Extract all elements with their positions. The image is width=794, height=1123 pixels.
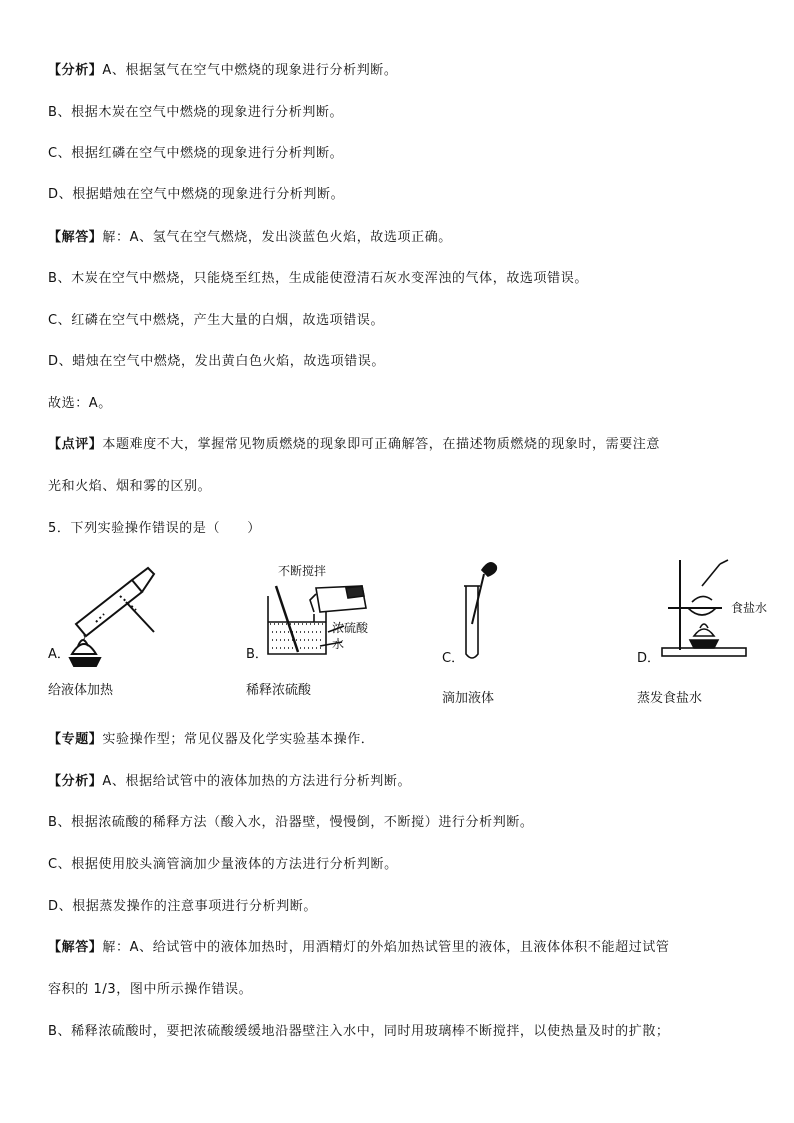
answer2-paragraph <box>48 939 670 957</box>
answer2-tag: 【解答】 <box>48 940 103 955</box>
answer-text: 解：A、氢气在空气燃烧，发出淡蓝色火焰，故选项正确。 <box>102 230 452 245</box>
analysis-paragraph <box>48 62 398 80</box>
option-a-letter[interactable]: A． <box>48 647 70 662</box>
comment-tag: 【点评】 <box>48 437 103 452</box>
answer2-b: B、稀释浓硫酸时，要把浓硫酸缓缓地沿器壁注入水中，同时用玻璃棒不断搅拌，以使热量及时的扩散； <box>48 1024 670 1039</box>
option-a-caption: 给液体加热 <box>48 683 114 698</box>
answer-c: C、红磷在空气中燃烧，产生大量的白烟，故选项错误。 <box>48 313 385 328</box>
comment-paragraph <box>48 436 660 454</box>
answer2-continued: 容积的 1/3，图中所示操作错误。 <box>48 982 253 997</box>
topic-paragraph <box>48 731 374 749</box>
analysis2-tag: 【分析】 <box>48 774 103 789</box>
label-water: 水 <box>332 637 345 651</box>
answer-paragraph <box>48 229 452 247</box>
figure-a-heating-liquid <box>62 562 160 670</box>
analysis-b: B、根据木炭在空气中燃烧的现象进行分析判断。 <box>48 105 344 120</box>
answer-choice: 故选：A。 <box>48 396 112 411</box>
analysis-text: A、根据氢气在空气中燃烧的现象进行分析判断。 <box>102 63 398 78</box>
answer-tag: 【解答】 <box>48 230 103 245</box>
question-5: 5．下列实验操作错误的是（ ） <box>48 521 261 536</box>
option-d-caption: 蒸发食盐水 <box>637 691 703 706</box>
analysis2-d: D、根据蒸发操作的注意事项进行分析判断。 <box>48 899 318 914</box>
topic-text: 实验操作型；常见仪器及化学实验基本操作． <box>102 732 375 747</box>
comment-text: 本题难度不大，掌握常见物质燃烧的现象即可正确解答，在描述物质燃烧的现象时，需要注意 <box>102 437 661 452</box>
analysis2-text: A、根据给试管中的液体加热的方法进行分析判断。 <box>102 774 412 789</box>
analysis-tag: 【分析】 <box>48 63 103 78</box>
analysis2-paragraph <box>48 773 411 791</box>
analysis-d: D、根据蜡烛在空气中燃烧的现象进行分析判断。 <box>48 187 345 202</box>
topic-tag: 【专题】 <box>48 732 103 747</box>
option-d-letter[interactable]: D． <box>637 651 661 666</box>
label-concentrated-acid: 浓硫酸 <box>332 621 369 635</box>
comment-continued: 光和火焰、烟和雾的区别。 <box>48 479 212 494</box>
option-c-caption: 滴加液体 <box>442 691 495 706</box>
option-c-letter[interactable]: C． <box>442 651 465 666</box>
option-b-caption: 稀释浓硫酸 <box>246 683 312 698</box>
answer-d: D、蜡烛在空气中燃烧，发出黄白色火焰，故选项错误。 <box>48 354 386 369</box>
option-b-letter[interactable]: B． <box>246 647 268 662</box>
analysis2-b: B、根据浓硫酸的稀释方法（酸入水，沿器壁，慢慢倒，不断搅）进行分析判断。 <box>48 815 534 830</box>
analysis-c: C、根据红磷在空气中燃烧的现象进行分析判断。 <box>48 146 344 161</box>
analysis2-c: C、根据使用胶头滴管滴加少量液体的方法进行分析判断。 <box>48 857 398 872</box>
answer-b: B、木炭在空气中燃烧，只能烧至红热，生成能使澄清石灰水变浑浊的气体，故选项错误。 <box>48 271 588 286</box>
answer2-text: 解：A、给试管中的液体加热时，用酒精灯的外焰加热试管里的液体，且液体体积不能超过试管 <box>102 940 670 955</box>
svg-text:⌇: ⌇ <box>82 634 87 645</box>
label-stirring: 不断搅拌 <box>278 564 327 578</box>
label-salt-water: 食盐水 <box>731 601 768 615</box>
